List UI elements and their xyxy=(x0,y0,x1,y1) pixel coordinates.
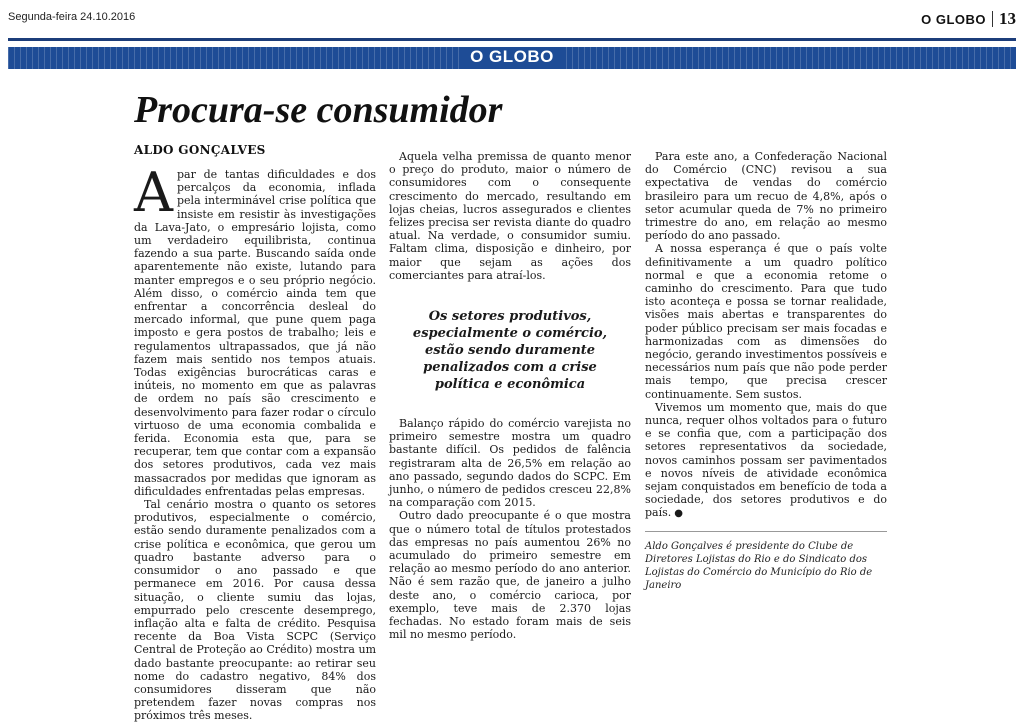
article-paragraph xyxy=(645,401,887,521)
author-bio: Aldo Gonçalves é presidente do Clube de Diretores Lojistas do Rio e do Sindicato dos Lojistas do Comércio do Município do Rio de Janeiro xyxy=(645,531,887,592)
edition-date: Segunda-feira 24.10.2016 xyxy=(8,11,136,23)
drop-cap: A xyxy=(134,161,173,224)
page-header xyxy=(8,9,1016,29)
article-column-2 xyxy=(389,150,631,641)
article-paragraph: Balanço rápido do comércio varejista no primeiro semestre mostra um quadro bastante difícil. Os pedidos de falência registraram alta de 26,5% em relação ao ano passado, segundo dados do SCPC. Em junho, o número de pedidos cresceu 22,8% na comparação com 2015. xyxy=(389,417,631,510)
paragraph-text: par de tantas dificuldades e dos percalços da economia, inflada pela interminável crise política que insiste em resistir às investigações da Lava-Jato, o empresário lojista, como um verdadeiro equilibrista, continua fazendo a sua parte. Buscando saída onde aparentemente não existe, lutando para manter empregos e o seu próprio negócio. Além disso, o comércio ainda tem que enfrentar a concorrência desleal do mercado informal, que pune quem paga imposto e gera postos de trabalho; leis e regulamentos ultrapassados, que já não fazem mais sentido nos tempos atuais. Todas exigências burocráticas caras e inúteis, no momento em que as palavras de ordem no país são crescimento e desenvolvimento para fazer rodar o círculo virtuoso de uma economia combalida e ferida. Economia esta que, para se recuperar, tem que contar com a expansão dos setores produtivos, cada vez mais massacrados por medidas que ignoram as dificuldades enfrentadas pelas empresas. xyxy=(134,168,376,498)
header-divider xyxy=(992,11,993,27)
article-paragraph: Tal cenário mostra o quanto os setores produtivos, especialmente o comércio, estão sendo duramente penalizados com a crise política e econômica, que gerou um quadro bastante adverso para o consumidor o ano passado e que permanece em 2016. Por causa dessa situação, o cliente sumiu das lojas, empurrado pelo crescente desemprego, inflação alta e falta de crédito. Pesquisa recente da Boa Vista SCPC (Serviço Central de Proteção ao Crédito) mostra um dado bastante preocupante: ao retirar seu nome do cadastro negativo, 84% dos consumidores disseram que não pretendem fazer novas compras nos próximos três meses. xyxy=(134,498,376,723)
article-paragraph: Outro dado preocupante é o que mostra que o número total de títulos protestados das empresas no país aumentou 26% no acumulado do primeiro semestre em relação ao mesmo período do ano anterior. Não é sem razão que, de janeiro a julho deste ano, o comércio carioca, por exemplo, teve mais de 2.370 lojas fechadas. No estado foram mais de seis mil no mesmo período. xyxy=(389,509,631,642)
article-paragraph: A nossa esperança é que o país volte definitivamente a um quadro político normal e que a economia retome o caminho do crescimento. Para que tudo isto aconteça e possa se tornar realidade, visões mais abertas e transparentes do poder público precisam ser mais focadas e harmonizadas com as dimensões do negócio, gerando investimentos possíveis e necessários num país que não pode perder mais tempo, que precisa crescer continuamente. Sem sustos. xyxy=(645,242,887,401)
article-paragraph: Aquela velha premissa de quanto menor o preço do produto, maior o número de consumidores com o consequente crescimento do mercado, resultando em lojas cheias, lucros assegurados e clientes felizes precisa ser revista diante do quadro atual. Na verdade, o consumidor sumiu. Faltam clima, disposição e dinheiro, por maior que sejam as ações dos comerciantes para atraí-los. xyxy=(389,150,631,282)
article-paragraph xyxy=(134,161,376,498)
page-header-right xyxy=(921,9,1016,29)
article-byline: ALDO GONÇALVES xyxy=(134,143,266,157)
article-paragraph: Para este ano, a Confederação Nacional do Comércio (CNC) revisou a sua expectativa de vendas do comércio brasileiro para um recuo de 4,8%, após o setor acumular queda de 7% no primeiro trimestre do ano, em relação ao mesmo período do ano passado. xyxy=(645,150,887,243)
paragraph-text: Vivemos um momento que, mais do que nunca, requer olhos voltados para o futuro e se confia que, com a participação dos setores representativos da sociedade, novos caminhos possam ser pavimentados e novos níveis de atividade econômica sejam conquistados em benefício de toda a sociedade, dos setores produtivos e do país. xyxy=(645,400,887,520)
article-column-3 xyxy=(645,150,887,592)
header-rule xyxy=(8,38,1016,41)
end-of-article-icon: ● xyxy=(674,508,683,520)
pull-quote: Os setores produtivos, especialmente o comércio, estão sendo duramente penalizados com a crise política e econômica xyxy=(412,309,608,393)
section-band xyxy=(8,47,1016,69)
publication-name: O GLOBO xyxy=(921,11,986,27)
page-number: 13 xyxy=(999,9,1016,28)
article-column-1 xyxy=(134,161,376,723)
article-headline: Procura-se consumidor xyxy=(134,89,503,131)
section-band-logo: O GLOBO xyxy=(460,47,564,69)
